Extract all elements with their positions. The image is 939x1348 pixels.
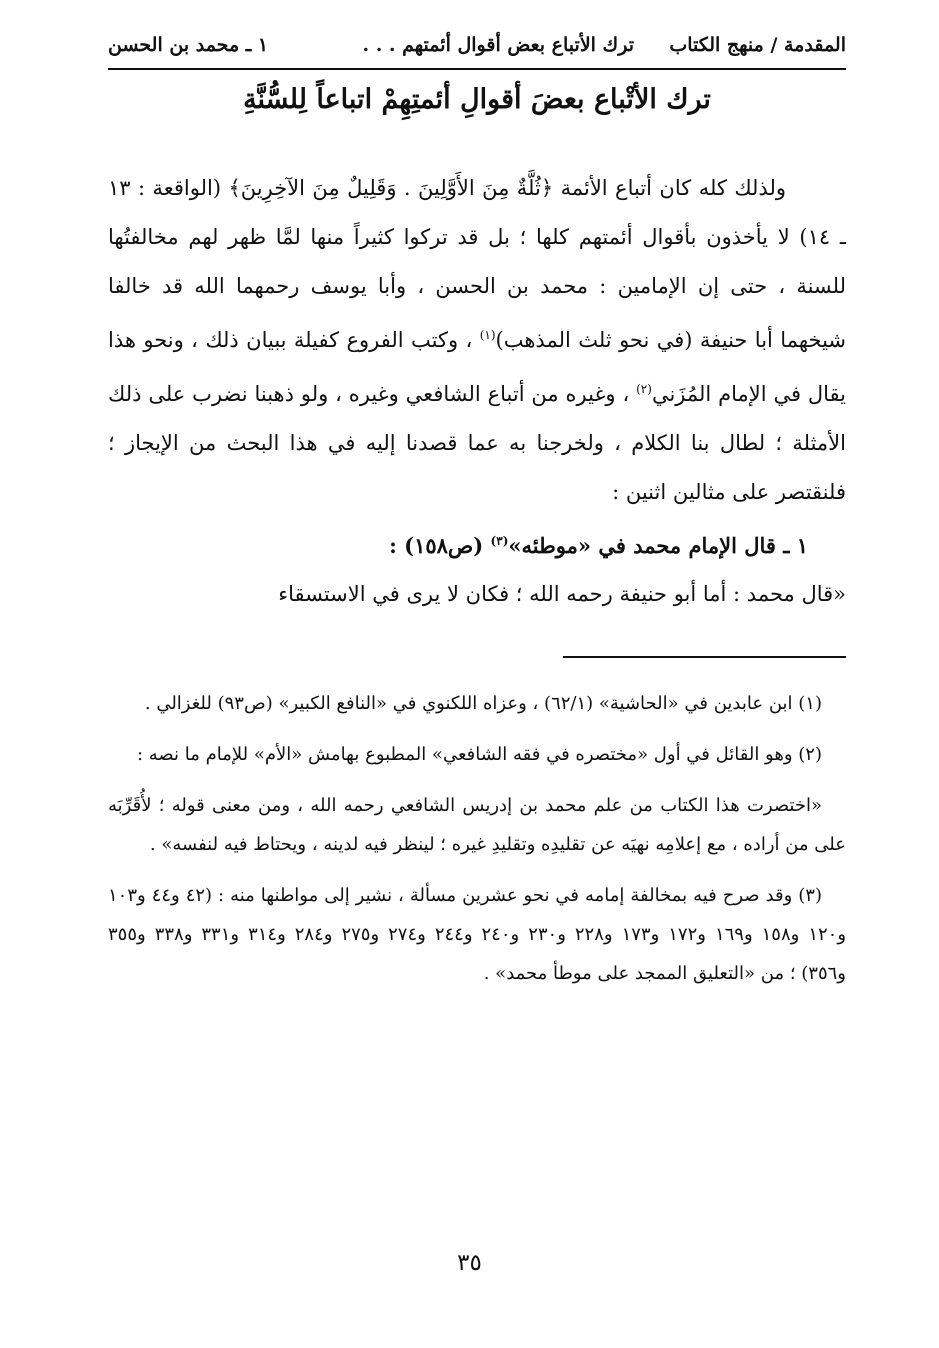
- footnote-ref-3[interactable]: (٣): [490, 534, 509, 548]
- page-number: ٣٥: [457, 1250, 482, 1276]
- quote-paragraph: «قال محمد : أما أبو حنيفة رحمه الله ؛ فكان لا يرى في الاستسقاء: [278, 582, 846, 606]
- page-title: ترك الأتْباع بعضَ أقوالِ أئمتِهِمْ اتباعاً لِلسُّنَّةِ: [243, 84, 711, 115]
- footnote-3: (٣) وقد صرح فيه بمخالفة إمامه في نحو عشرين مسألة ، نشير إلى مواطنها منه : (٤٢ و٤٤ و١٠٣ و١٢٠ و١٥٨ و١٦٩ و١٧٢ و١٧٣ و٢٢٨ و٢٣٠ و٢٤٠ و٢٤٤ و٢٧٤ و٢٧٥ و٢٨٤ و٣١٤ و٣٣١ و٣٣٨ و٣٥٥ و٣٥٦) ؛ من «التعليق الممجد على موطأ محمد» .: [108, 885, 847, 984]
- footnote-1: (١) ابن عابدين في «الحاشية» (٦٢/١) ، وعزاه اللكنوي في «النافع الكبير» (ص٩٣) للغزالي .: [144, 693, 822, 714]
- body-paragraph: [108, 164, 846, 517]
- header-subsection-title: ١ ـ محمد بن الحسن: [108, 34, 269, 56]
- body-text-part: ولذلك كله كان أتباع الأئمة ﴿ثُلَّةٌ مِنَ الأَوَّلِينَ . وَقَلِيلٌ مِنَ الآخِرِينَ﴾ (الواقعة : ١٣ ـ ١٤) لا يأخذون بأقوال أئمتهم كلها ؛ بل قد تركوا كثيراً منها لمَّا ظهر لهم مخالفتُها للسنة ، حتى إن الإمامين : محمد بن الحسن ، وأبا يوسف رحمهما الله قد خالفا شيخهما أبا حنيفة (في نحو ثلث المذهب): [108, 176, 846, 352]
- footnotes: [108, 684, 846, 1005]
- footnote-2-quote: «اختصرت هذا الكتاب من علم محمد بن إدريس الشافعي رحمه الله ، ومن معنى قوله ؛ لأُقَرِّبَه على من أراده ، مع إعلامِه نهيَه عن تقليدِه وتقليدِ غيره ؛ لينظر فيه لدينه ، ويحتاط فيه لنفسه» .: [108, 795, 846, 855]
- footnote-ref-2[interactable]: (٢): [636, 382, 652, 396]
- main-text: [108, 164, 846, 619]
- example-item-text: ١ ـ قال الإمام محمد في «موطئه»: [508, 533, 808, 558]
- running-header: [108, 28, 846, 70]
- footnote-2: (٢) وهو القائل في أول «مختصره في فقه الشافعي» المطبوع بهامش «الأم» للإمام ما نصه :: [136, 744, 822, 765]
- body-text-part: ، وغيره من أتباع الشافعي وغيره ، ولو ذهبنا نضرب على ذلك الأمثلة ؛ لطال بنا الكلام ، ولخرجنا به عما قصدنا إليه في هذا البحث من الإيجاز ؛ فلنقتصر على مثالين اثنين :: [108, 382, 846, 504]
- body-text-part: ، وكتب الفروع كفيلة ببيان ذلك ، ونحو هذا يقال في الإمام المُزَني: [108, 328, 846, 406]
- header-chapter-title: ترك الأتباع بعض أقوال أئمتهم . . .: [362, 34, 634, 56]
- footnote-ref-1[interactable]: (١): [479, 328, 496, 342]
- example-item-1: [108, 517, 846, 570]
- example-item-page: (ص١٥٨) :: [389, 533, 491, 558]
- header-section-title: المقدمة / منهج الكتاب: [669, 34, 846, 56]
- footnote-separator: [563, 656, 846, 658]
